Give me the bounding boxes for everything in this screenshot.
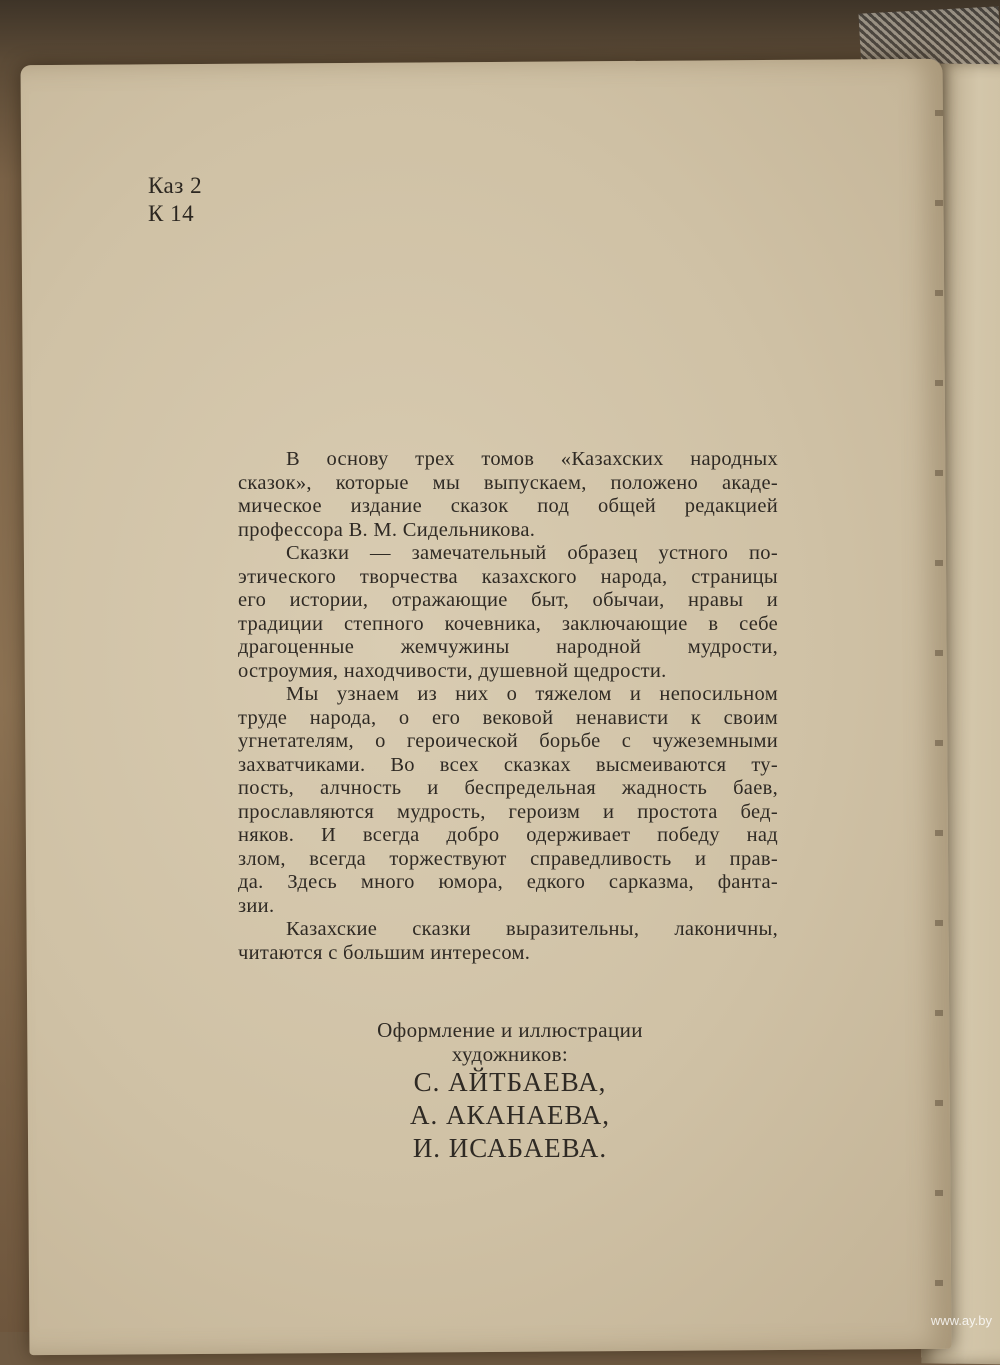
text-line: традиции степного кочевника, заключающие в себе [238,612,778,635]
text-line: читаются с большим интересом. [238,941,531,964]
catalog-code [148,172,202,228]
credits-line-1: Оформление и иллюстрации [377,1018,643,1042]
text-line: прославляются мудрость, героизм и простота бед- [238,800,778,823]
artist-name: С. АЙТБАЕВА, [413,1067,607,1097]
text-line: да. Здесь много юмора, едкого сарказма, фанта- [238,871,778,893]
text-line: Казахские сказки выразительны, лаконичны, [286,918,778,940]
text-line: сказок», которые мы выпускаем, положено акаде- [238,471,778,494]
catalog-code-line-2: К 14 [148,201,195,226]
credits-line-2: художников: [451,1042,569,1066]
text-line: угнетателям, о героической борьбе с чужеземными [238,730,778,752]
text-line: няков. И всегда добро одерживает победу над [238,824,778,846]
binding-stitches [935,110,943,1310]
text-line: этического творчества казахского народа, страницы [238,565,778,588]
text-line: Мы узнаем из них о тяжелом и непосильном [286,683,778,705]
illustration-credits [300,1018,720,1165]
text-line: труде народа, о его вековой ненависти к своим [238,706,778,729]
text-line: захватчиками. Во всех сказках высмеиваются ту- [238,753,778,776]
text-line: мическое издание сказок под общей редакцией [238,495,778,517]
artist-name: А. АКАНАЕВА, [409,1100,611,1130]
text-line: его истории, отражающие быт, обычаи, нравы и [238,589,778,611]
text-line: профессора В. М. Сидельникова. [238,518,536,541]
text-line: В основу трех томов «Казахских народных [286,448,778,470]
annotation-text [238,448,778,965]
catalog-code-line-1: Каз 2 [148,173,203,198]
text-line: драгоценные жемчужины народной мудрости, [238,636,778,658]
artist-name: И. ИСАБАЕВА. [412,1133,608,1163]
text-line: злом, всегда торжествуют справедливость и прав- [238,847,778,870]
text-line: остроумия, находчивости, душевной щедрости. [238,659,667,682]
watermark: www.ay.by [930,1313,992,1328]
text-line: зии. [238,894,275,917]
text-line: Сказки — замечательный образец устного по- [286,542,778,564]
text-line: пость, алчность и беспредельная жадность баев, [238,777,778,799]
